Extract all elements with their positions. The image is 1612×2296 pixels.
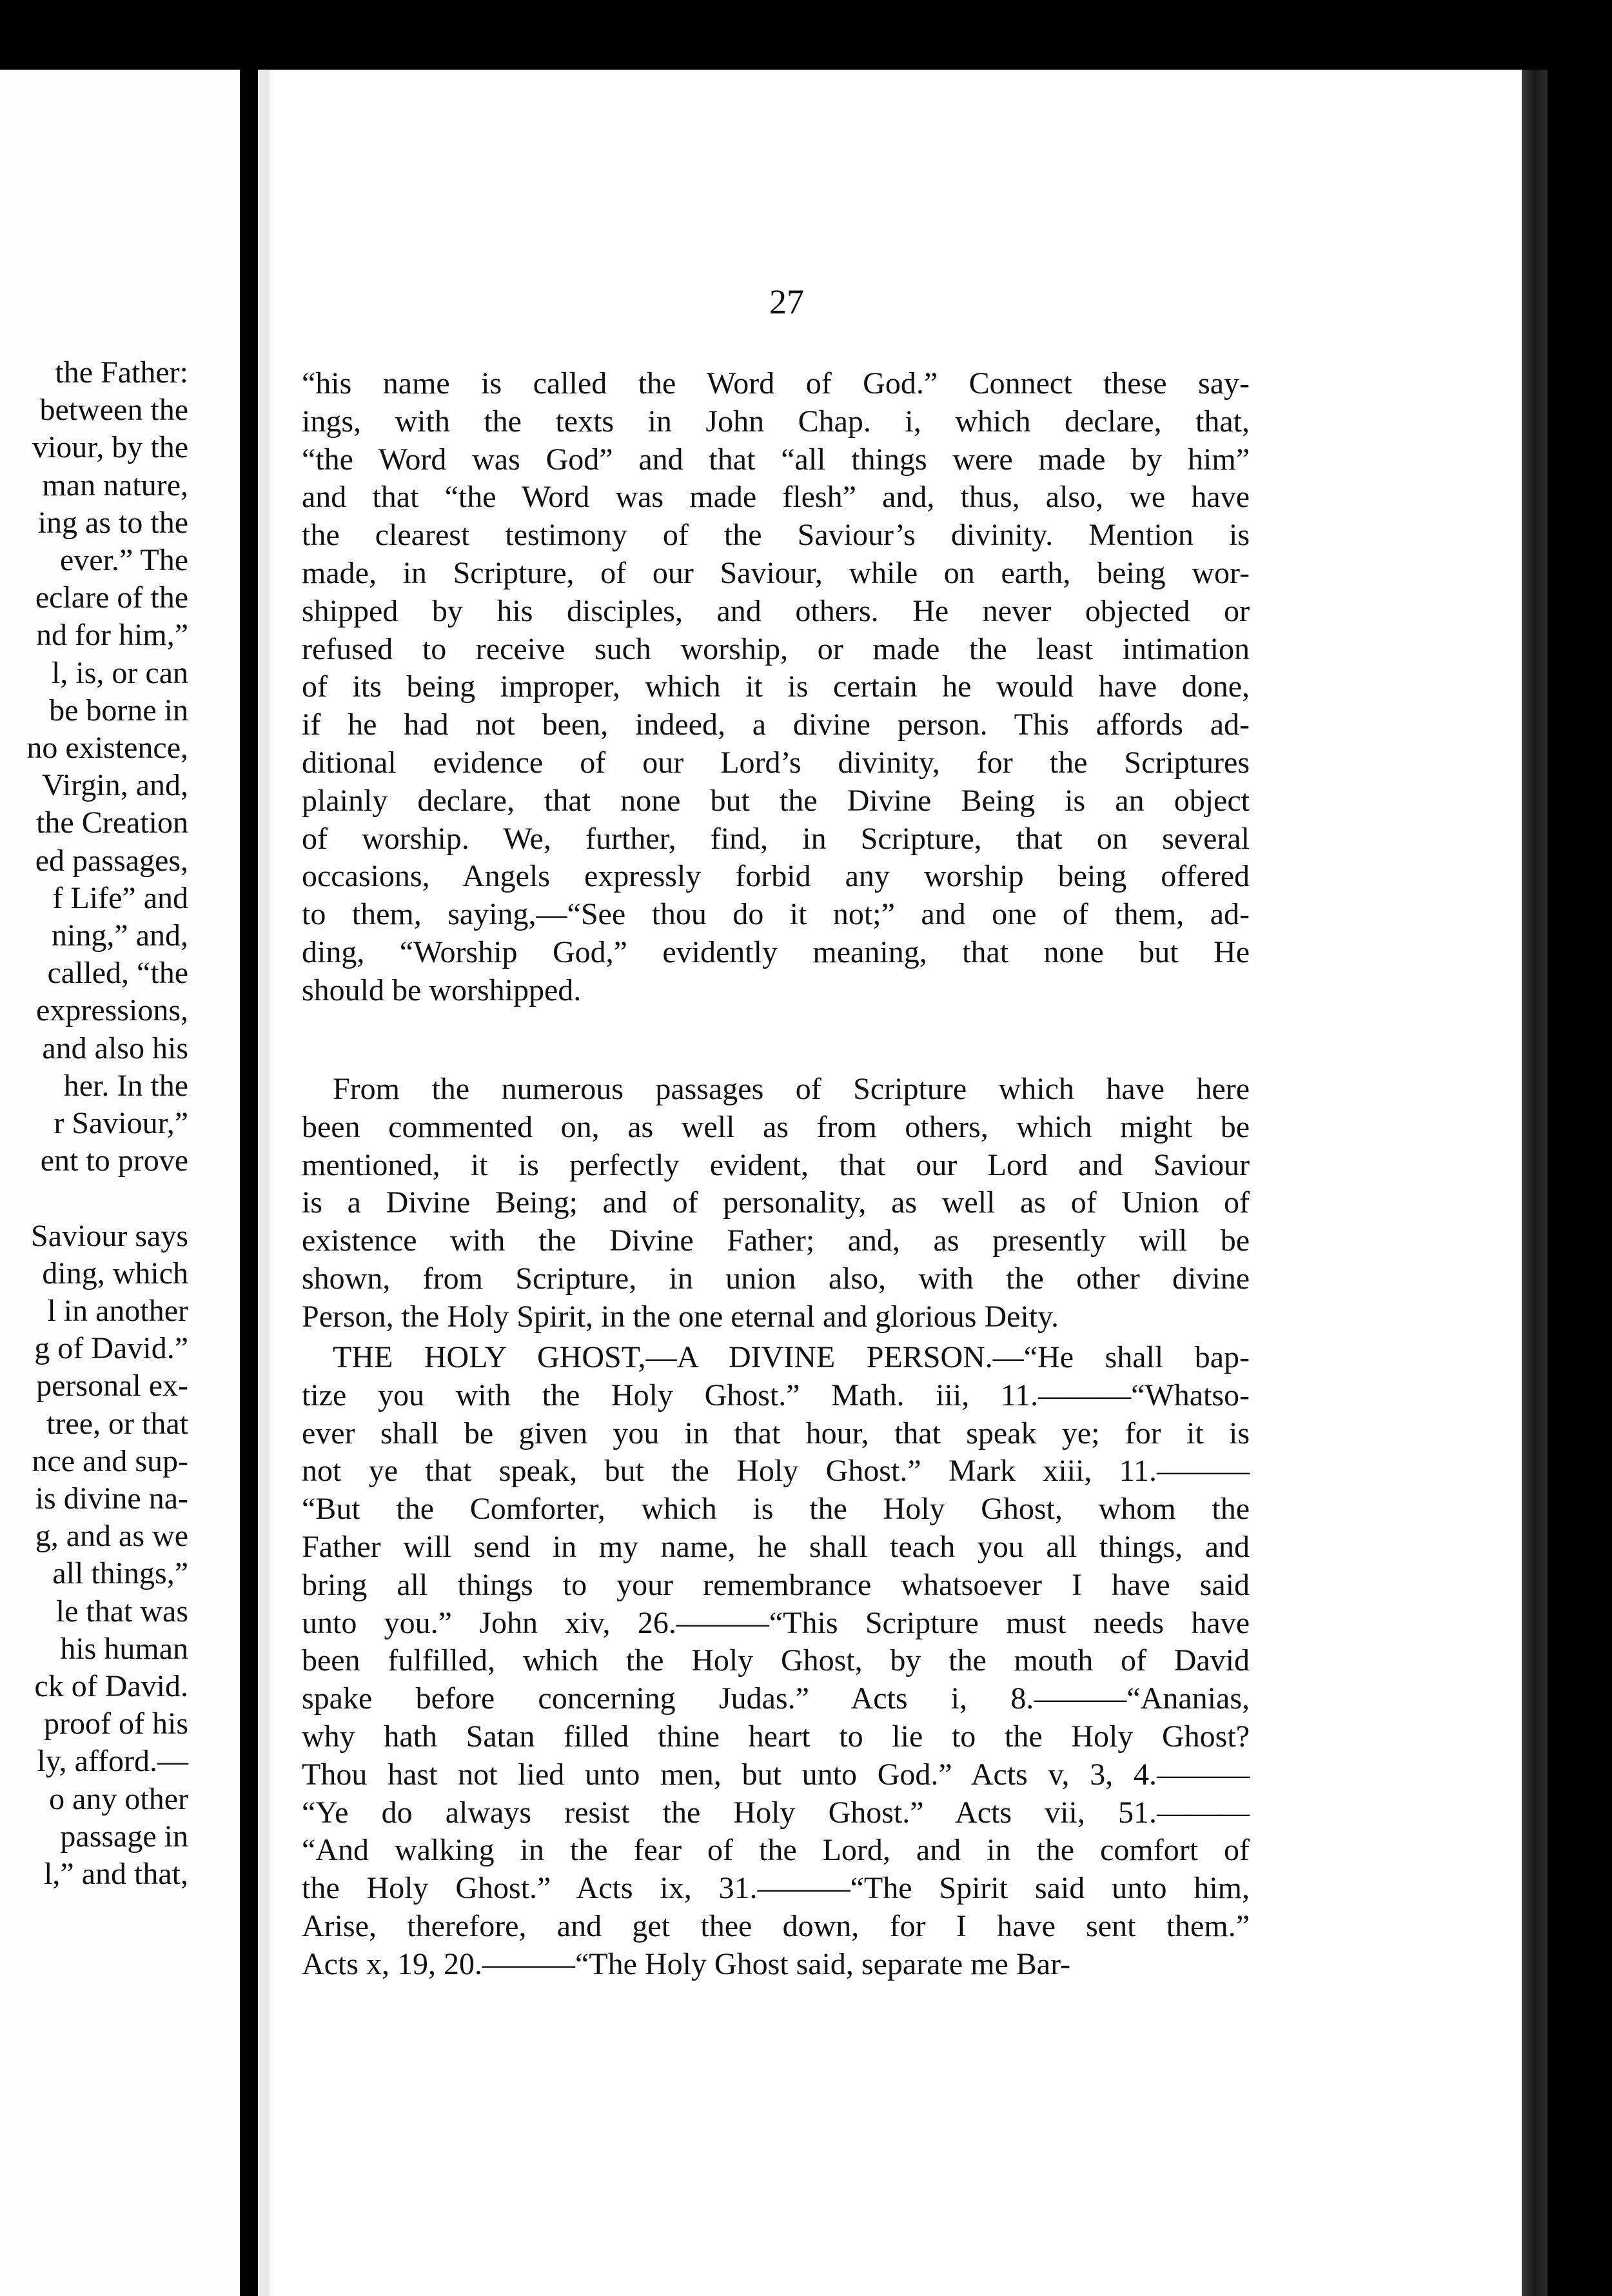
body-line: “the Word was God” and that “all things were made by him” xyxy=(302,442,1250,477)
body-line: ever shall be given you in that hour, that speak ye; for it is xyxy=(302,1416,1250,1450)
body-line: been fulfilled, which the Holy Ghost, by the mouth of David xyxy=(302,1643,1250,1678)
body-line: “his name is called the Word of God.” Connect these say- xyxy=(302,366,1250,401)
body-line: not ye that speak, but the Holy Ghost.” Mark xiii, 11.——— xyxy=(302,1454,1250,1489)
left-page-line: nce and sup- xyxy=(32,1443,188,1478)
body-line: “Ye do always resist the Holy Ghost.” Acts vii, 51.——— xyxy=(302,1795,1250,1830)
left-page-line: ding, which xyxy=(42,1256,188,1291)
body-line: shipped by his disciples, and others. He never objected or xyxy=(302,593,1250,628)
left-page-line: between the xyxy=(39,393,188,428)
left-page-line: l, is, or can xyxy=(52,655,188,690)
left-page-line: Virgin, and, xyxy=(42,768,188,803)
left-page-line: ent to prove xyxy=(40,1143,188,1178)
body-line: and that “the Word was made flesh” and, thus, also, we have xyxy=(302,480,1250,515)
page-stack-edge xyxy=(1522,70,1548,2296)
body-line: From the numerous passages of Scripture which have here xyxy=(333,1072,1250,1106)
right-page xyxy=(258,70,1522,2296)
left-page-line: no existence, xyxy=(26,731,188,765)
body-line: is a Divine Being; and of personality, as well as of Union of xyxy=(302,1185,1250,1220)
body-line: mentioned, it is perfectly evident, that our Lord and Saviour xyxy=(302,1147,1250,1182)
body-line: of worship. We, further, find, in Scripture, that on several xyxy=(302,821,1250,856)
left-page-line: o any other xyxy=(49,1781,188,1816)
body-line: refused to receive such worship, or made the least intimation xyxy=(302,631,1250,666)
left-page-line: nd for him,” xyxy=(36,618,188,653)
body-line: the clearest testimony of the Saviour’s divinity. Mention is xyxy=(302,518,1250,553)
left-page-line: proof of his xyxy=(44,1707,188,1741)
body-line: to them, saying,—“See thou do it not;” and one of them, ad- xyxy=(302,897,1250,932)
body-line: Thou hast not lied unto men, but unto God.” Acts v, 3, 4.——— xyxy=(302,1757,1250,1792)
left-page-line: ly, afford.— xyxy=(37,1744,188,1779)
body-line: Arise, therefore, and get thee down, for I have sent them.” xyxy=(302,1909,1250,1943)
body-line: unto you.” John xiv, 26.———“This Scripture must needs have xyxy=(302,1605,1250,1640)
body-line: bring all things to your remembrance whatsoever I have said xyxy=(302,1567,1250,1602)
left-page-line: ning,” and, xyxy=(52,918,188,953)
body-line: THE HOLY GHOST,—A DIVINE PERSON.—“He shall bap- xyxy=(333,1340,1250,1374)
body-line: made, in Scripture, of our Saviour, while on earth, being wor- xyxy=(302,556,1250,590)
left-page-line: expressions, xyxy=(36,993,188,1028)
body-line: Father will send in my name, he shall teach you all things, and xyxy=(302,1530,1250,1564)
body-line: existence with the Divine Father; and, as presently will be xyxy=(302,1223,1250,1258)
left-page-line: Saviour says xyxy=(31,1218,188,1253)
page-number: 27 xyxy=(769,282,804,321)
left-page xyxy=(0,70,240,2296)
body-line: Acts x, 19, 20.———“The Holy Ghost said, separate me Bar- xyxy=(302,1946,1071,1981)
body-line: ings, with the texts in John Chap. i, which declare, that, xyxy=(302,404,1250,439)
left-page-line: her. In the xyxy=(63,1068,188,1103)
left-page-line: tree, or that xyxy=(46,1406,188,1441)
left-page-line: and also his xyxy=(42,1031,188,1065)
body-line: should be worshipped. xyxy=(302,973,582,1007)
left-page-line: called, “the xyxy=(47,956,188,991)
left-page-line: man nature, xyxy=(42,468,188,502)
body-line: “But the Comforter, which is the Holy Ghost, whom the xyxy=(302,1492,1250,1527)
left-page-line: personal ex- xyxy=(36,1369,188,1403)
left-page-line: be borne in xyxy=(49,693,188,727)
left-page-line: l,” and that, xyxy=(44,1857,188,1891)
left-page-line: is divine na- xyxy=(35,1481,188,1516)
left-page-line: g, and as we xyxy=(35,1519,188,1554)
body-line: of its being improper, which it is certain he would have done, xyxy=(302,669,1250,704)
left-page-line: ed passages, xyxy=(35,843,188,878)
left-page-line: the Father: xyxy=(55,355,188,390)
body-line: plainly declare, that none but the Divine Being is an object xyxy=(302,783,1250,818)
body-line: if he had not been, indeed, a divine person. This affords ad- xyxy=(302,708,1250,742)
body-line: ding, “Worship God,” evidently meaning, that none but He xyxy=(302,935,1250,969)
left-page-line: ck of David. xyxy=(34,1669,188,1703)
body-line: why hath Satan filled thine heart to lie to the Holy Ghost? xyxy=(302,1719,1250,1754)
body-line: Person, the Holy Spirit, in the one eternal and glorious Deity. xyxy=(302,1299,1059,1334)
left-page-line: f Life” and xyxy=(52,880,188,915)
left-page-line: all things,” xyxy=(52,1556,188,1591)
left-page-line: eclare of the xyxy=(35,580,188,615)
body-line: spake before concerning Judas.” Acts i, 8.———“Ananias, xyxy=(302,1681,1250,1716)
book-gutter xyxy=(240,70,258,2296)
body-line: tize you with the Holy Ghost.” Math. iii, 11.———“Whatso- xyxy=(302,1378,1250,1412)
body-line: occasions, Angels expressly forbid any worship being offered xyxy=(302,859,1250,894)
left-page-line: ever.” The xyxy=(59,543,188,577)
left-page-line: passage in xyxy=(60,1819,188,1854)
body-line: “And walking in the fear of the Lord, and in the comfort of xyxy=(302,1833,1250,1868)
page-inner-edge xyxy=(258,70,270,2296)
left-page-line: g of David.” xyxy=(34,1331,188,1366)
left-page-line: viour, by the xyxy=(32,430,188,465)
left-page-line: le that was xyxy=(55,1594,188,1628)
left-page-line: l in another xyxy=(47,1294,188,1328)
body-line: the Holy Ghost.” Acts ix, 31.———“The Spirit said unto him, xyxy=(302,1871,1250,1906)
body-line: shown, from Scripture, in union also, with the other divine xyxy=(302,1262,1250,1296)
left-page-line: ing as to the xyxy=(37,505,188,540)
left-page-line: his human xyxy=(60,1631,188,1666)
left-page-line: the Creation xyxy=(36,806,188,840)
body-line: been commented on, as well as from others, which might be xyxy=(302,1109,1250,1144)
left-page-line: r Saviour,” xyxy=(54,1106,188,1140)
body-line: ditional evidence of our Lord’s divinity, for the Scriptures xyxy=(302,746,1250,780)
